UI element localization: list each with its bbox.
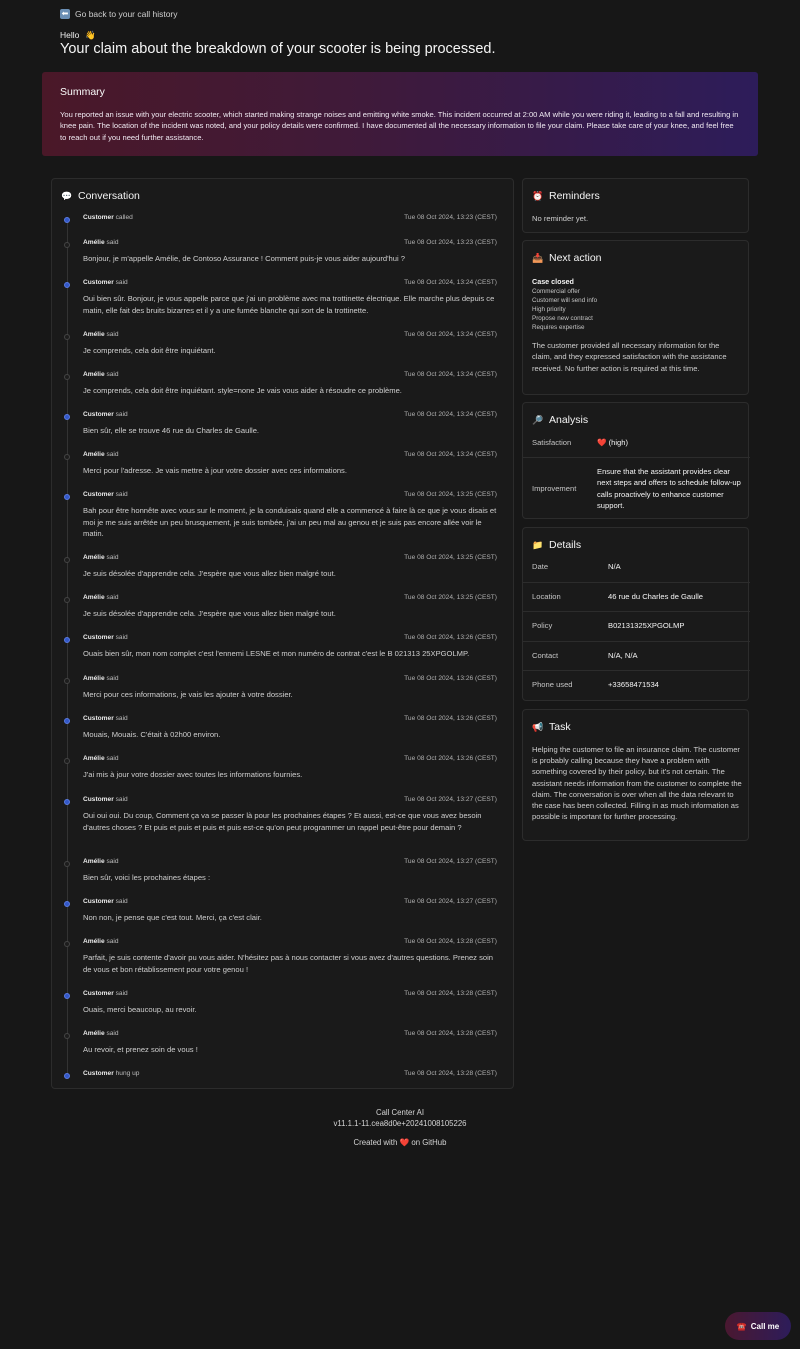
message-timestamp: Tue 08 Oct 2024, 13:24 (CEST) <box>404 279 497 286</box>
message-timestamp: Tue 08 Oct 2024, 13:27 (CEST) <box>404 898 497 905</box>
timeline-dot <box>64 494 70 500</box>
message-timestamp: Tue 08 Oct 2024, 13:23 (CEST) <box>404 214 497 221</box>
timeline-dot <box>64 334 70 340</box>
message-timestamp: Tue 08 Oct 2024, 13:25 (CEST) <box>404 594 497 601</box>
timeline-dot <box>64 454 70 460</box>
speaker-action: said <box>106 858 119 865</box>
left-arrow-icon: ⬅ <box>61 9 69 18</box>
timeline-dot <box>64 374 70 380</box>
message-text: Merci pour l'adresse. Je vais mettre à jour votre dossier avec ces informations. <box>83 466 347 475</box>
inbox-tray-icon: 📥 <box>532 252 544 263</box>
message-author <box>83 279 128 286</box>
message-text: Je comprends, cela doit être inquiétant. style=none Je vais vous aider à résoudre ce problème. <box>83 386 402 395</box>
back-to-history-link[interactable] <box>60 9 178 19</box>
speaker-action: said <box>106 594 119 601</box>
message-author <box>83 755 119 762</box>
timeline-dot <box>64 1033 70 1039</box>
page-title: Your claim about the breakdown of your scooter is being processed. <box>60 41 496 57</box>
message-author <box>83 239 119 246</box>
speaker-action: said <box>106 675 119 682</box>
next-action-option: Requires expertise <box>532 324 585 331</box>
satisfaction-value: ❤️ (high) <box>597 438 628 447</box>
analysis-card <box>522 402 749 519</box>
message-text: Ouais, merci beaucoup, au revoir. <box>83 1005 197 1014</box>
speaker-action: said <box>106 755 119 762</box>
message-text: Bien sûr, voici les prochaines étapes : <box>83 873 211 882</box>
timeline-dot <box>64 1073 70 1079</box>
message-author <box>83 214 133 221</box>
message-timestamp: Tue 08 Oct 2024, 13:27 (CEST) <box>404 858 497 865</box>
speaker-action: said <box>106 938 119 945</box>
message-author <box>83 796 128 803</box>
message-timestamp: Tue 08 Oct 2024, 13:28 (CEST) <box>404 938 497 945</box>
speaker-action: said <box>106 554 119 561</box>
timeline-dot <box>64 718 70 724</box>
details-row-phone <box>523 671 750 701</box>
reminders-title: Reminders <box>549 190 600 202</box>
message-text: Au revoir, et prenez soin de vous ! <box>83 1045 198 1054</box>
details-label: Contact <box>532 650 559 660</box>
message-text: Parfait, je suis contente d'avoir pu vous aider. N'hésitez pas à nous contacter si vous avez d'autres questions. Prenez soin de vous et bon rétablissement pour votre genou ! <box>83 953 493 974</box>
timeline-dot <box>64 637 70 643</box>
task-title: Task <box>549 721 571 733</box>
speaker-name: Customer <box>83 796 114 803</box>
heart-icon: ❤️ <box>399 1138 410 1147</box>
speaker-name: Customer <box>83 214 114 221</box>
message-timestamp: Tue 08 Oct 2024, 13:26 (CEST) <box>404 715 497 722</box>
message-timestamp: Tue 08 Oct 2024, 13:24 (CEST) <box>404 451 497 458</box>
speaker-name: Customer <box>83 491 114 498</box>
back-link-label: Go back to your call history <box>75 9 178 19</box>
message-timestamp: Tue 08 Oct 2024, 13:28 (CEST) <box>404 1070 497 1077</box>
speaker-name: Customer <box>83 634 114 641</box>
speaker-name: Customer <box>83 990 114 997</box>
summary-panel <box>42 72 758 156</box>
speaker-action: hung up <box>115 1070 140 1077</box>
message-author <box>83 491 128 498</box>
message-text: Je suis désolée d'apprendre cela. J'espère que vous allez bien malgré tout. <box>83 569 336 578</box>
phone-icon: ☎️ <box>736 1321 747 1331</box>
timeline-dot <box>64 282 70 288</box>
credit-line <box>0 1137 800 1148</box>
analysis-header <box>532 414 588 426</box>
message-text: Oui bien sûr. Bonjour, je vous appelle parce que j'ai un problème avec ma trottinette électrique. Elle marche plus depuis ce matin, elle fait des bruits bizarres et il y a une fumée blanche qui sort de la trottinette. <box>83 294 495 315</box>
message-author <box>83 554 119 561</box>
app-version: v11.1.1-11.cea8d0e+20241008105226 <box>333 1119 467 1128</box>
speaker-name: Amélie <box>83 331 105 338</box>
conversation-card <box>51 178 514 1089</box>
message-text: Je suis désolée d'apprendre cela. J'espère que vous allez bien malgré tout. <box>83 609 336 618</box>
timeline-dot <box>64 242 70 248</box>
speaker-action: said <box>115 279 128 286</box>
reminders-header <box>532 190 600 202</box>
call-me-label: Call me <box>750 1321 780 1331</box>
speaker-name: Amélie <box>83 755 105 762</box>
speaker-name: Amélie <box>83 451 105 458</box>
improvement-row <box>523 458 750 520</box>
timeline-dot <box>64 557 70 563</box>
speaker-action: said <box>115 898 128 905</box>
message-author <box>83 371 119 378</box>
timeline-dot <box>64 217 70 223</box>
github-link[interactable]: on GitHub <box>411 1138 447 1147</box>
next-action-title: Next action <box>549 252 602 264</box>
speaker-name: Customer <box>83 279 114 286</box>
next-action-option: High priority <box>532 306 566 313</box>
next-action-description: The customer provided all necessary information for the claim, and they expressed satisfaction with the assistance received. No further action is required at this time. <box>532 341 727 373</box>
details-value: N/A, N/A <box>608 650 638 660</box>
speech-bubble-icon: 💬 <box>61 190 73 201</box>
message-timestamp: Tue 08 Oct 2024, 13:24 (CEST) <box>404 411 497 418</box>
speaker-name: Customer <box>83 411 114 418</box>
details-row-date <box>523 553 750 583</box>
speaker-name: Customer <box>83 715 114 722</box>
message-author <box>83 634 128 641</box>
greeting-text: Hello <box>60 30 80 40</box>
timeline-dot <box>64 678 70 684</box>
message-timestamp: Tue 08 Oct 2024, 13:26 (CEST) <box>404 755 497 762</box>
timeline-dot <box>64 758 70 764</box>
improvement-value: Ensure that the assistant provides clear next steps and offers to schedule follow-up calls proactively to enhance customer support. <box>597 467 741 511</box>
call-me-button[interactable] <box>725 1312 791 1340</box>
message-author <box>83 675 119 682</box>
message-timestamp: Tue 08 Oct 2024, 13:28 (CEST) <box>404 990 497 997</box>
next-action-options <box>532 287 597 332</box>
reminders-body: No reminder yet. <box>532 214 589 223</box>
speaker-action: said <box>106 331 119 338</box>
satisfaction-row <box>523 433 750 458</box>
greeting <box>60 30 96 41</box>
message-author <box>83 451 119 458</box>
details-header <box>532 539 581 551</box>
conversation-header <box>61 190 140 202</box>
speaker-name: Amélie <box>83 371 105 378</box>
speaker-name: Amélie <box>83 675 105 682</box>
message-author <box>83 1030 119 1037</box>
message-author <box>83 1070 139 1077</box>
details-label: Policy <box>532 621 553 630</box>
message-timestamp: Tue 08 Oct 2024, 13:28 (CEST) <box>404 1030 497 1037</box>
speaker-action: said <box>115 715 128 722</box>
message-text: Bah pour être honnête avec vous sur le moment, je la conduisais quand elle a commencé à faire là ce que je vous disais et moi je me suis arrêtée un peu brusquement, je suis tombée, j'ai un peu mal au genou et je suis pas encore allée voir le matin. <box>83 506 497 538</box>
analysis-title: Analysis <box>549 414 589 426</box>
message-text: J'ai mis à jour votre dossier avec toutes les informations fournies. <box>83 770 303 779</box>
task-body: Helping the customer to file an insurance claim. The customer is probably calling because they have a problem with something covered by their policy, but it's not certain. The assistant needs information from the customer to complete the claim. The conversation is over when all the data relevant to the case has been collected. Filling in as much information as possible is important for further processing. <box>532 745 742 822</box>
speaker-action: said <box>115 990 128 997</box>
alarm-clock-icon: ⏰ <box>532 190 544 201</box>
message-timestamp: Tue 08 Oct 2024, 13:27 (CEST) <box>404 796 497 803</box>
footer <box>0 1107 800 1148</box>
message-timestamp: Tue 08 Oct 2024, 13:24 (CEST) <box>404 331 497 338</box>
reminders-card <box>522 178 749 233</box>
speaker-name: Amélie <box>83 938 105 945</box>
message-timestamp: Tue 08 Oct 2024, 13:26 (CEST) <box>404 675 497 682</box>
message-timestamp: Tue 08 Oct 2024, 13:25 (CEST) <box>404 554 497 561</box>
timeline-dot <box>64 901 70 907</box>
details-row-location <box>523 583 750 613</box>
message-text: Je comprends, cela doit être inquiétant. <box>83 346 216 355</box>
message-author <box>83 898 128 905</box>
speaker-action: said <box>106 1030 119 1037</box>
message-text: Mouais, Mouais. C'était à 02h00 environ. <box>83 730 221 739</box>
details-label: Date <box>532 562 549 571</box>
timeline-dot <box>64 414 70 420</box>
timeline-dot <box>64 941 70 947</box>
credit-prefix: Created with <box>353 1138 398 1147</box>
speaker-action: said <box>115 411 128 418</box>
speaker-name: Amélie <box>83 239 105 246</box>
speaker-action: said <box>106 239 119 246</box>
speaker-action: said <box>106 451 119 458</box>
task-card <box>522 709 749 841</box>
details-row-contact <box>523 642 750 672</box>
details-label: Phone used <box>532 680 573 689</box>
next-action-card <box>522 240 749 395</box>
timeline-dot <box>64 993 70 999</box>
speaker-action: called <box>115 214 133 221</box>
megaphone-icon: 📢 <box>532 721 544 732</box>
message-text: Merci pour ces informations, je vais les ajouter à votre dossier. <box>83 690 293 699</box>
satisfaction-label: Satisfaction <box>532 438 572 447</box>
speaker-action: said <box>115 796 128 803</box>
next-action-header <box>532 252 602 264</box>
message-author <box>83 858 119 865</box>
message-author <box>83 938 119 945</box>
waving-hand-icon: 👋 <box>85 30 96 40</box>
timeline-dot <box>64 861 70 867</box>
details-value: B02131325XPGOLMP <box>608 621 685 630</box>
speaker-name: Customer <box>83 1070 114 1077</box>
timeline-dot <box>64 799 70 805</box>
conversation-title: Conversation <box>78 190 140 202</box>
speaker-action: said <box>115 491 128 498</box>
timeline-dot <box>64 597 70 603</box>
summary-text: You reported an issue with your electric scooter, which started making strange noises and emitting white smoke. This incident occurred at 2:00 AM while you were riding it, leading to a fall and resulting in knee pain. The location of the incident was noted, and your policy details were confirmed. I have documented all the necessary information to file your claim. Please take care of your knee, and feel free to reach out if you need further assistance. <box>60 110 739 142</box>
message-timestamp: Tue 08 Oct 2024, 13:24 (CEST) <box>404 371 497 378</box>
improvement-label: Improvement <box>532 484 577 493</box>
folder-icon: 📁 <box>532 539 544 550</box>
speaker-name: Amélie <box>83 554 105 561</box>
message-text: Ouais bien sûr, mon nom complet c'est l'ennemi LESNE et mon numéro de contrat c'est le B 021313 25XPGOLMP. <box>83 649 470 658</box>
details-label: Location <box>532 591 561 601</box>
speaker-action: said <box>115 634 128 641</box>
details-value: 46 rue du Charles de Gaulle <box>608 591 703 601</box>
speaker-action: said <box>106 371 119 378</box>
magnifier-icon: 🔎 <box>532 414 544 425</box>
message-author <box>83 331 119 338</box>
details-title: Details <box>549 539 582 551</box>
message-timestamp: Tue 08 Oct 2024, 13:25 (CEST) <box>404 491 497 498</box>
next-action-status: Case closed <box>532 277 574 286</box>
details-value: +33658471534 <box>608 680 659 689</box>
speaker-name: Customer <box>83 898 114 905</box>
summary-title: Summary <box>60 86 105 98</box>
speaker-name: Amélie <box>83 1030 105 1037</box>
message-text: Oui oui oui. Du coup, Comment ça va se passer là pour les prochaines étapes ? Et aussi, est-ce que vous avez besoin d'autres choses ? Et puis et puis et puis et puis est-ce qu'on peut programmer un rappel peut-être pour demain ? <box>83 811 482 832</box>
details-row-policy <box>523 612 750 642</box>
next-action-option: Propose new contract <box>532 315 593 322</box>
message-text: Bonjour, je m'appelle Amélie, de Contoso Assurance ! Comment puis-je vous aider aujourd'hui ? <box>83 254 406 263</box>
message-author <box>83 594 119 601</box>
speaker-name: Amélie <box>83 594 105 601</box>
message-author <box>83 715 128 722</box>
message-author <box>83 411 128 418</box>
app-name: Call Center AI <box>375 1108 425 1117</box>
message-text: Bien sûr, elle se trouve 46 rue du Charles de Gaulle. <box>83 426 260 435</box>
next-action-option: Customer will send info <box>532 297 598 304</box>
next-action-option: Commercial offer <box>532 288 580 295</box>
task-header <box>532 721 571 733</box>
details-card <box>522 527 749 701</box>
message-author <box>83 990 128 997</box>
message-text: Non non, je pense que c'est tout. Merci, ça c'est clair. <box>83 913 262 922</box>
details-value: N/A <box>608 562 621 571</box>
message-timestamp: Tue 08 Oct 2024, 13:23 (CEST) <box>404 239 497 246</box>
message-timestamp: Tue 08 Oct 2024, 13:26 (CEST) <box>404 634 497 641</box>
speaker-name: Amélie <box>83 858 105 865</box>
